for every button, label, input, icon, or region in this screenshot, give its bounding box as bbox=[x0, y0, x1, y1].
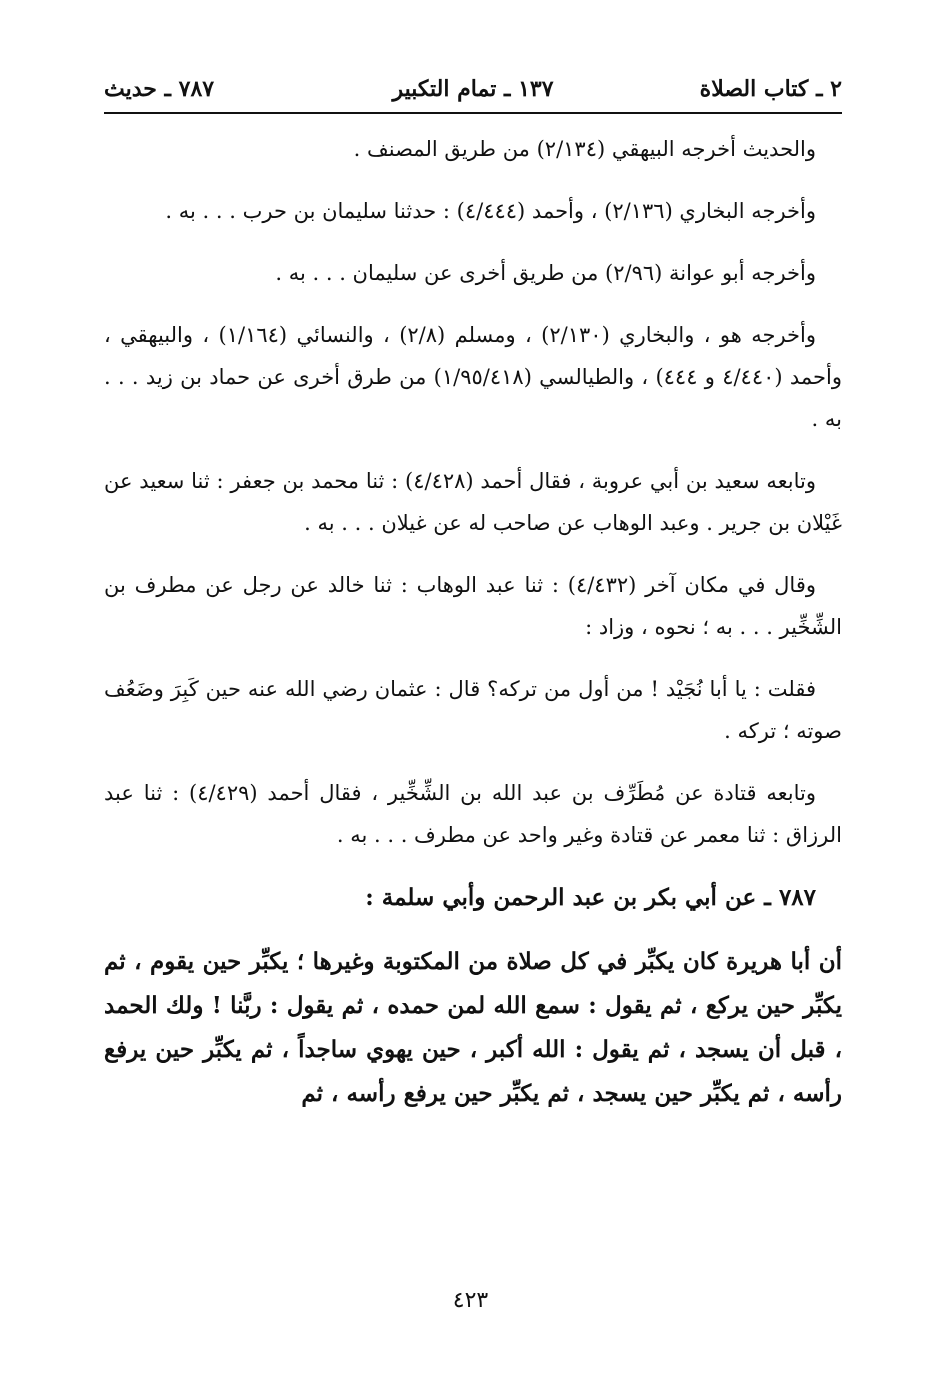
hadith-text: أن أبا هريرة كان يكبِّر في كل صلاة من المكتوبة وغيرها ؛ يكبِّر حين يقوم ، ثم يكبِّر حين يركع ، ثم يقول : سمع الله لمن حمده ، ثم يقول : ربَّنا ! ولك الحمد ، قبل أن يسجد ، ثم يقول : الله أكبر ، حين يهوي ساجداً ، ثم يكبِّر حين يرفع رأسه ، ثم يكبِّر حين يسجد ، ثم يكبِّر حين يرفع رأسه ، ثم bbox=[104, 948, 842, 1107]
paragraph-bukhari-ahmad: وأخرجه البخاري (٢/١٣٦) ، وأحمد (٤/٤٤٤) : حدثنا سليمان بن حرب . . . به . bbox=[165, 199, 816, 223]
header-hadith-number: ٧٨٧ ـ حديث bbox=[104, 76, 215, 102]
hadith-heading: ٧٨٧ ـ عن أبي بكر بن عبد الرحمن وأبي سلمة : bbox=[365, 884, 816, 911]
paragraph-other-routes: وأخرجه هو ، والبخاري (٢/١٣٠) ، ومسلم (٢/٨) ، والنسائي (١/١٦٤) ، والبيهقي ، وأحمد (٤/٤٤٠ و ٤٤٤) ، والطيالسي (١/٩٥/٤١٨) من طرق أخرى عن حماد بن زيد . . . به . bbox=[104, 323, 842, 431]
page-number: ٤٢٣ bbox=[452, 1288, 489, 1313]
page-body bbox=[104, 128, 842, 1116]
header-chapter-title: ١٣٧ ـ تمام التكبير bbox=[392, 76, 554, 102]
paragraph-another-place: وقال في مكان آخر (٤/٤٣٢) : ثنا عبد الوهاب : ثنا خالد عن رجل عن مطرف بن الشِّخِّير . . . به ؛ نحوه ، وزاد : bbox=[104, 573, 842, 639]
paragraph-qatada: وتابعه قتادة عن مُطَرِّف بن عبد الله بن الشِّخِّير ، فقال أحمد (٤/٤٢٩) : ثنا عبد الرزاق : ثنا معمر عن قتادة وغير واحد عن مطرف . . . به . bbox=[104, 781, 842, 847]
paragraph-said-ibn-abi-aruba: وتابعه سعيد بن أبي عروبة ، فقال أحمد (٤/٤٢٨) : ثنا محمد بن جعفر : ثنا سعيد عن غَيْلان بن جرير . وعبد الوهاب عن صاحب له عن غيلان . . . به . bbox=[104, 469, 842, 535]
paragraph-abu-awana: وأخرجه أبو عوانة (٢/٩٦) من طريق أخرى عن سليمان . . . به . bbox=[275, 261, 816, 285]
running-header bbox=[104, 68, 842, 112]
paragraph-bayhaqi: والحديث أخرجه البيهقي (٢/١٣٤) من طريق المصنف . bbox=[353, 137, 816, 161]
paragraph-quote-uthman: فقلت : يا أبا نُجَيْد ! من أول من تركه؟ قال : عثمان رضي الله عنه حين كَبِرَ وضَعُف صوته ؛ تركه . bbox=[104, 677, 842, 743]
header-book-title: ٢ ـ كتاب الصلاة bbox=[699, 76, 842, 102]
header-divider bbox=[104, 112, 842, 114]
